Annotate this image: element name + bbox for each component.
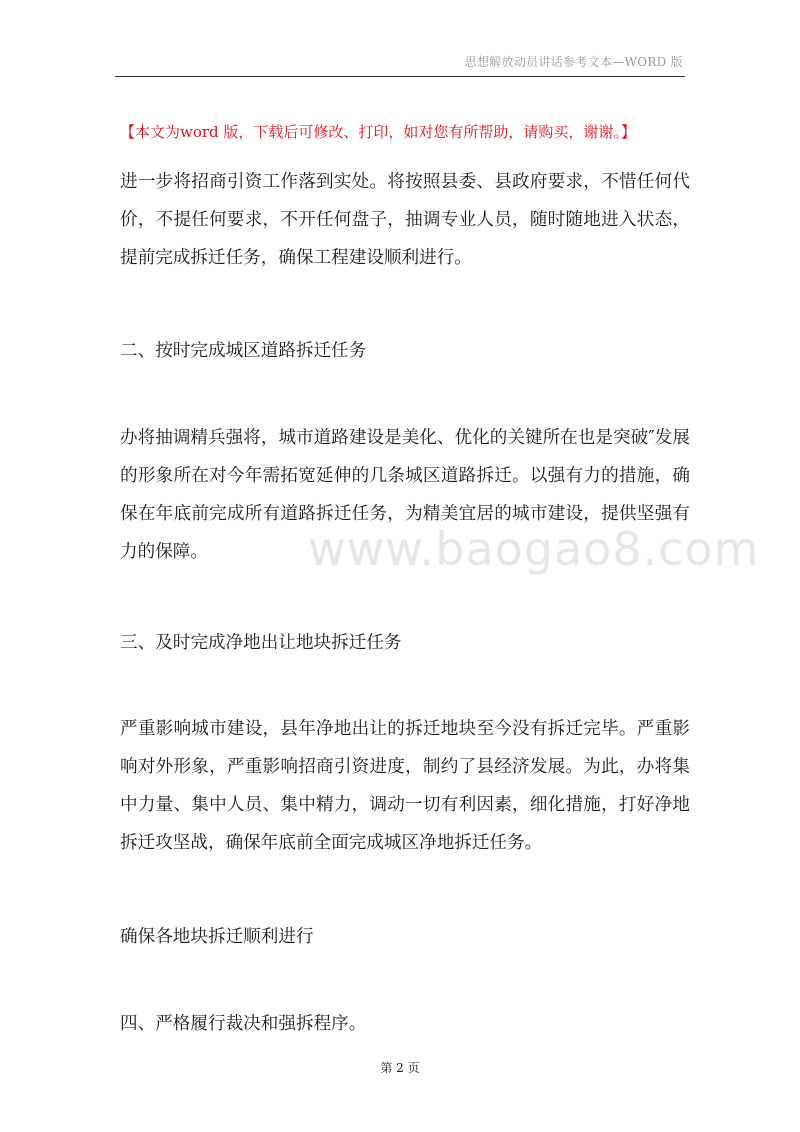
body-paragraph-3: 严重影响城市建设，县年净地出让的拆迁地块至今没有拆迁完毕。严重影响对外形象，严重影响招商引资进度，制约了县经济发展。为此，办将集中力量、集中人员、集中精力，调动一切有利因素，细化措施，打好净地拆迁攻坚战，确保年底前全面完成城区净地拆迁任务。 [120, 719, 690, 853]
header-divider [115, 76, 685, 77]
body-paragraph-2: 办将抽调精兵强将，城市道路建设是美化、优化的关键所在也是突破″发展的形象所在对今年需拓宽延伸的几条城区道路拆迁。以强有力的措施，确保在年底前完成所有道路拆迁任务，为精美宜居的城市建设，提供坚强有力的保障。 [120, 428, 690, 562]
download-notice: 【本文为word 版，下载后可修改、打印，如对您有所帮助，请购买，谢谢。】 [120, 123, 636, 141]
section-heading-4: 四、严格履行裁决和强拆程序。 [120, 1014, 367, 1034]
page-header-title: 思想解放动员讲话参考文本—WORD 版 [464, 55, 683, 69]
watermark-text: www.baogao8.com [308, 522, 760, 576]
body-line-4: 确保各地块拆迁顺利进行 [120, 927, 314, 947]
section-heading-2: 二、按时完成城区道路拆迁任务 [120, 341, 367, 361]
section-heading-3: 三、及时完成净地出让地块拆迁任务 [120, 633, 402, 653]
page-number: 第 2 页 [380, 1061, 420, 1075]
body-paragraph-1: 进一步将招商引资工作落到实处。将按照县委、县政府要求，不惜任何代价，不提任何要求，不开任何盘子，抽调专业人员，随时随地进入状态，提前完成拆迁任务，确保工程建设顺利进行。 [120, 172, 690, 268]
